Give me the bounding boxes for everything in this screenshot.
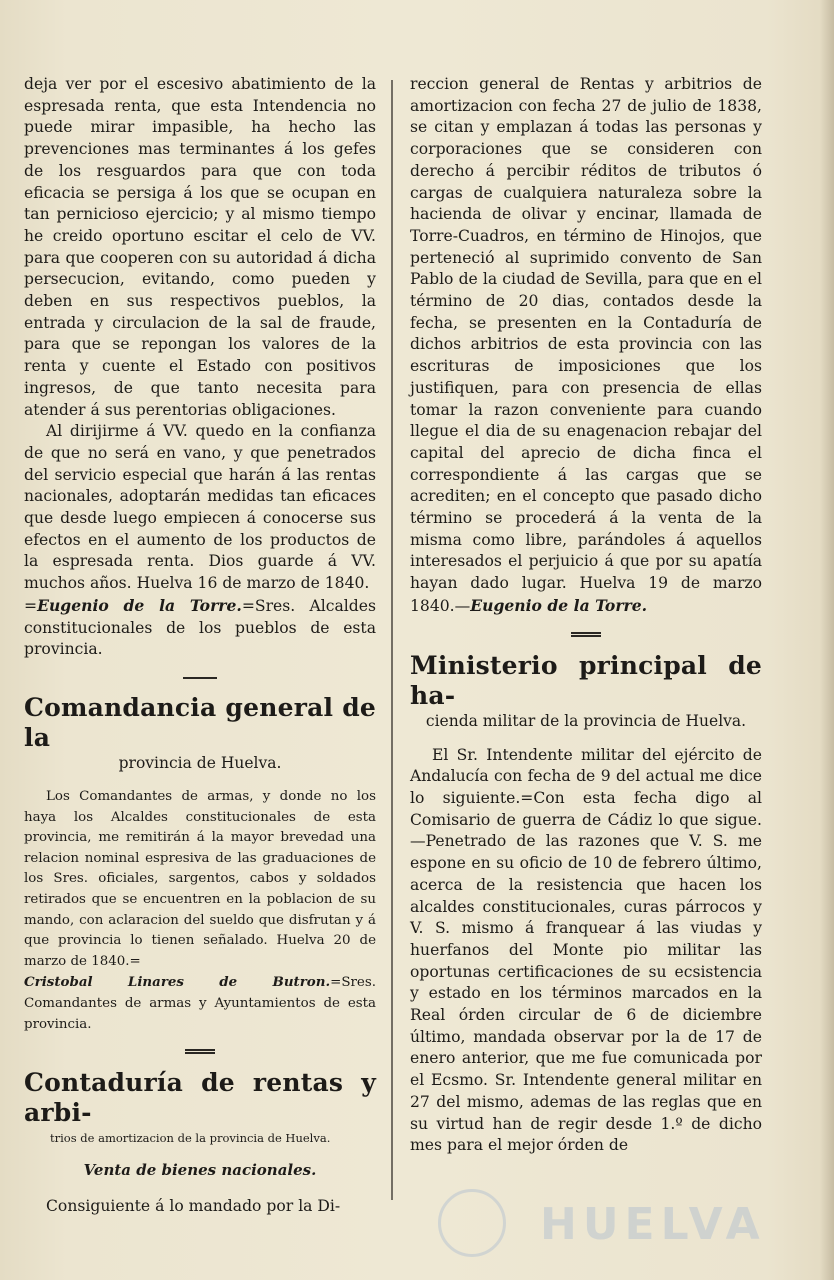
right-column — [410, 74, 762, 1157]
page-edge-shadow — [820, 0, 834, 1280]
comandancia-subtitle: provincia de Huelva. — [118, 753, 282, 772]
contaduria-title: Contaduría de rentas y arbi- — [24, 1068, 376, 1128]
addressee-alcaldes: =Sres. Alcaldes constitucionales de los pueblos de esta provincia. — [24, 596, 376, 659]
contaduria-start: Consiguiente á lo mandado por la Di- — [46, 1196, 341, 1215]
sig-prefix: = — [24, 596, 38, 615]
comandancia-body: Los Comandantes de armas, y donde no los haya los Alcaldes constitucionales de esta provincia, me remitirán á la mayor brevedad una relacion nominal espresiva de las graduaciones de los Sres. oficiales, sargentos, cabos y soldados retirados que se encuentren en la poblacion de su mando, con aclaracion del sueldo que disfrutan y á que provincia lo tienen señalado. Huelva 20 de marzo de 1840.= — [24, 788, 376, 969]
contaduria-subtitle: trios de amortizacion de la provincia de Huelva. — [50, 1131, 331, 1146]
addressee-comandantes: =Sres. Comandantes de armas y Ayuntamientos de esta provincia. — [24, 975, 376, 1032]
closing-paragraph — [24, 421, 376, 661]
watermark-text: HUELVA — [540, 1199, 766, 1250]
left-column — [24, 74, 376, 1218]
comandancia-title: Comandancia general de la — [24, 692, 376, 752]
venta-heading: Venta de bienes nacionales. — [83, 1161, 317, 1180]
signature-torre: Eugenio de la Torre. — [37, 595, 242, 615]
watermark — [420, 1185, 780, 1265]
watermark-logo-icon — [438, 1189, 506, 1257]
signature-torre-2: Eugenio de la Torre. — [470, 595, 648, 615]
comandancia-notice — [24, 787, 376, 1035]
emplazamiento-paragraph — [410, 74, 762, 618]
section-divider-double-2 — [571, 632, 601, 637]
ministerio-subtitle: cienda militar de la provincia de Huelva. — [425, 711, 747, 730]
closing-text: Al dirijirme á VV. quedo en la confianza de que no será en vano, y que penetrados del servicio especial que harán á las rentas nacionales, adoptarán medidas tan eficaces que desde luego empiecen á conocerse sus efectos en el aumento de los productos de la espresada renta. Dios guarde á VV. muchos años. Huelva 16 de marzo de 1840. — [24, 422, 376, 593]
section-divider — [183, 677, 217, 679]
ministerio-title: Ministerio principal de ha- — [410, 650, 762, 710]
signature-linares: Cristobal Linares de Butron. — [24, 974, 331, 991]
section-divider-double — [185, 1049, 215, 1054]
ministerio-body: El Sr. Intendente militar del ejército de Andalucía con fecha de 9 del actual me dice lo siguiente.=Con esta fecha digo al Comisario de guerra de Cádiz lo que sigue.—Penetrado de las razones que V. S. me espone en su oficio de 10 de febrero último, acerca de la resistencia que hacen los alcaldes constitucionales, curas párrocos y V. S. mismo á franquear á las viudas y huerfanos del Monte pio militar las oportunas certificaciones de su ecsistencia y estado en los términos marcados en la Real órden circular de 6 de diciembre último, mandada observar por la de 17 de enero anterior, que me fue comunicada por el Ecsmo. Sr. Intendente general militar en 27 del mismo, ademas de las reglas que en su virtud han de regir desde 1.º de dicho mes para el mejor órden de — [410, 745, 762, 1155]
emplazamiento-text: reccion general de Rentas y arbitrios de amortizacion con fecha 27 de julio de 1838, se citan y emplazan á todas las personas y corporaciones que se consideren con derecho á percibir réditos de tributos ó cargas de cualquiera naturaleza sobre la hacienda de olivar y encinar, llamada de Torre-Cuadros, en término de Hinojos, que perteneció al suprimido convento de San Pablo de la ciudad de Sevilla, para que en el término de 20 dias, contados desde la fecha, se presenten en la Contaduría de dichos arbitrios de esta provincia con las escrituras de imposiciones que los justifiquen, para con presencia de ellas tomar la razon conveniente para cuando llegue el dia de su enagenacion rebajar del capital del aprecio de dicha finca el correspondiente á las cargas que se acrediten; en el concepto que pasado dicho término se procederá á la venta de la misma como libre, parándoles á aquellos interesados el perjuicio á que por su apatía hayan dado lugar. Huelva 19 de marzo 1840.— — [410, 75, 762, 615]
salt-fraud-paragraph: deja ver por el escesivo abatimiento de la espresada renta, que esta Intendencia no puede mirar impasible, ha hecho las prevenciones mas terminantes á los gefes de los resguardos para que con toda eficacia se persiga á los que se ocupan en tan pernicioso ejercicio; y al mismo tiempo he creido oportuno escitar el celo de VV. para que cooperen con su autoridad á dicha persecucion, evitando, como pueden y deben en sus respectivos pueblos, la entrada y circulacion de la sal de fraude, para que se repongan los valores de la renta y cuente el Estado con positivos ingresos, de que tanto necesita para atender á sus perentorias obligaciones. — [24, 75, 376, 419]
column-rule — [391, 80, 393, 1200]
